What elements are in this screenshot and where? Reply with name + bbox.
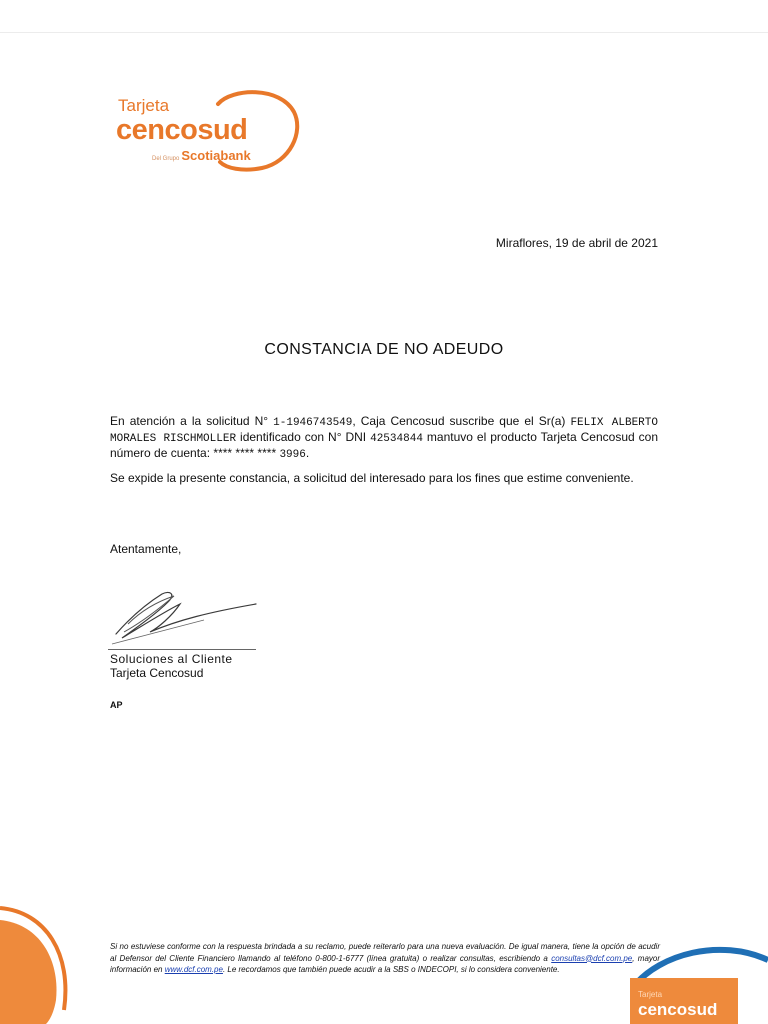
p1-text-c: identificado con N° DNI (236, 430, 371, 444)
footer-orange-swoosh-icon (0, 900, 70, 1024)
logo-scotiabank-text (152, 148, 251, 163)
signer-company: Tarjeta Cencosud (110, 666, 204, 680)
cencosud-scotiabank-logo (112, 88, 302, 174)
client-name: FELIX ALBERTO MORALES RISCHMOLLER (110, 417, 658, 445)
document-title: CONSTANCIA DE NO ADEUDO (264, 341, 504, 358)
body-paragraph-1 (110, 414, 658, 462)
p1-text-e: . (305, 446, 310, 460)
logo-tarjeta-text: Tarjeta (118, 96, 170, 115)
footer-url-link[interactable]: www.dcf.com.pe (164, 965, 223, 974)
signature-scribble (106, 582, 266, 652)
dni-number: 42534844 (370, 433, 423, 445)
p1-text-d: mantuvo el producto Tarjeta Cencosud con número de cuenta: **** **** **** (110, 430, 658, 460)
p1-text-b: , Caja Cencosud suscribe que el Sr(a) (352, 414, 571, 428)
p1-text-a: En atención a la solicitud N° (110, 414, 274, 428)
footer-text-c: . Le recordamos que también puede acudir a la SBS o INDECOPI, si lo considera conveniente. (222, 965, 560, 974)
logo-prefix-text: Del Grupo (152, 156, 180, 162)
letter-date: Miraflores, 19 de abril de 2021 (495, 236, 658, 250)
card-tarjeta-text: Tarjeta (638, 990, 663, 999)
footer-text-a: Si no estuviese conforme con la respuesta brindada a su reclamo, puede reiterarlo para una nueva evaluación. De igual manera, tiene la opción de acudir al Defensor del Cliente Financiero llamando al teléfono 0-800-1-6777 (línea gratuita) o realizar consultas, escribiendo a (110, 942, 660, 963)
signature-line (108, 649, 256, 650)
footer-email-link[interactable]: consultas@dcf.com.pe (551, 953, 633, 963)
card-cencosud-text: cencosud (638, 1000, 718, 1019)
account-last4: 3996 (279, 449, 306, 461)
typist-initials: AP (110, 700, 123, 710)
closing-salutation: Atentamente, (110, 542, 182, 556)
logo-cencosud-text: cencosud (116, 114, 248, 146)
request-number: 1-1946743549 (273, 417, 353, 429)
cencosud-card-graphic (630, 978, 738, 1024)
logo-scotiabank-label: Scotiabank (181, 148, 251, 163)
signer-department: Soluciones al Cliente (110, 652, 233, 666)
footer-notice (110, 941, 660, 976)
footer-text-b: , mayor información en (110, 953, 661, 974)
page-edge (0, 32, 768, 33)
body-paragraph-2: Se expide la presente constancia, a solicitud del interesado para los fines que estime conveniente. (110, 471, 634, 485)
